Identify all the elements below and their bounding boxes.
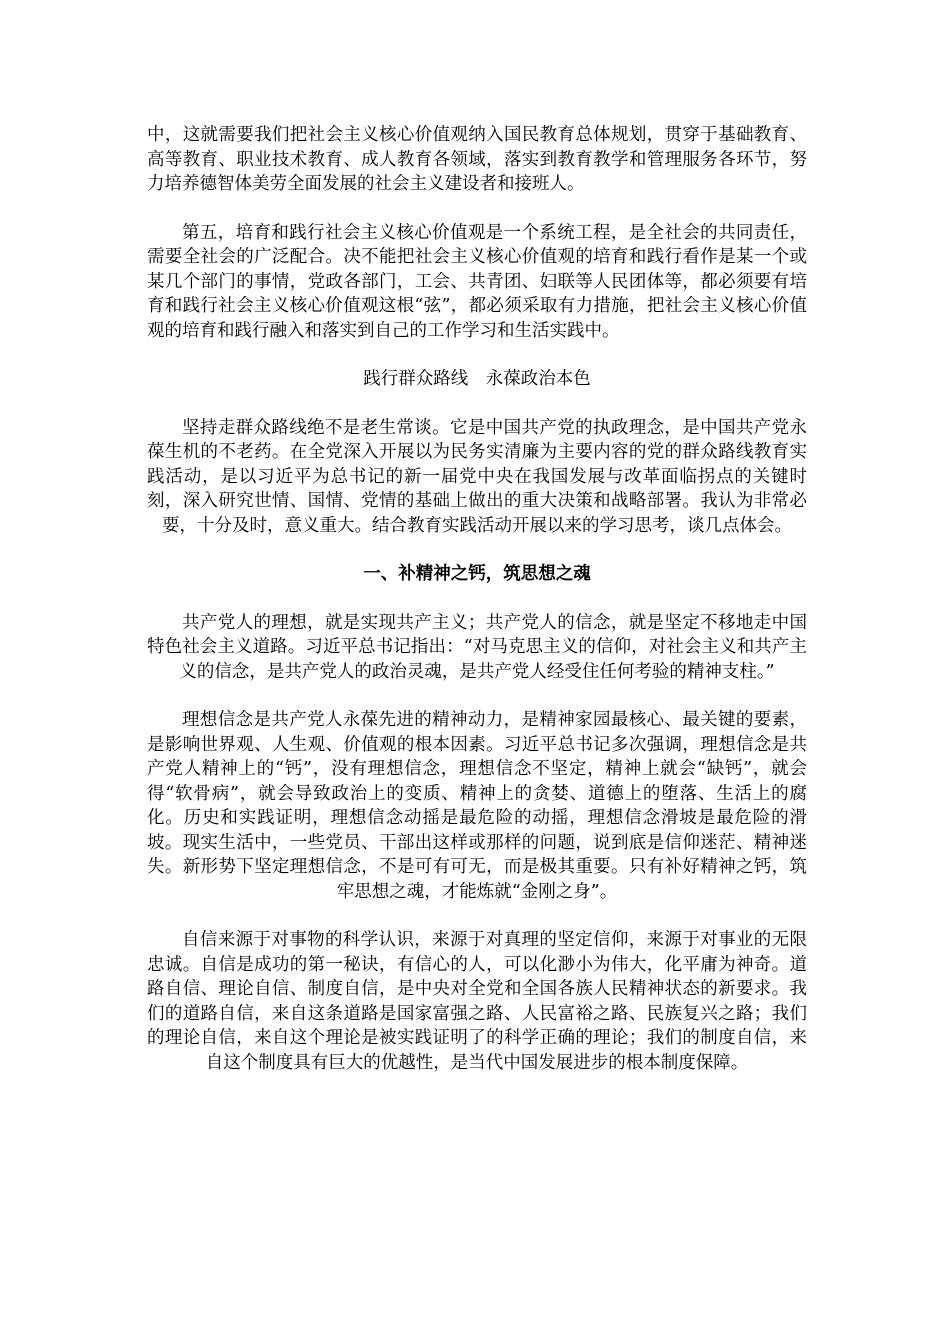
paragraph-continuation: 中，这就需要我们把社会主义核心价值观纳入国民教育总体规划，贯穿于基础教育、高等教育、职业技术教育、成人教育各领域，落实到教育教学和管理服务各环节，努力培养德智体美劳全面发展的社会主义建设者和接班人。 <box>147 125 807 194</box>
document-page <box>147 123 807 1099</box>
section-heading-1: 一、补精神之钙，筑思想之魂 <box>363 564 591 584</box>
paragraph-fifth-point: 第五，培育和践行社会主义核心价值观是一个系统工程，是全社会的共同责任，需要全社会的广泛配合。决不能把社会主义核心价值观的培育和践行看作是某一个或某几个部门的事情，党政各部门，工会、共青团、妇联等人民团体等，都必须要有培育和践行社会主义核心价值观这根“弦”，都必须采取有力措施，把社会主义核心价值观的培育和践行融入和落实到自己的工作学习和生活实践中。 <box>147 222 807 341</box>
paragraph-ideals: 共产党人的理想，就是实现共产主义；共产党人的信念，就是坚定不移地走中国特色社会主义道路。习近平总书记指出：“对马克思主义的信仰，对社会主义和共产主义的信念，是共产党人的政治灵魂，是共产党人经受住任何考验的精神支柱。” <box>147 612 807 682</box>
article-title: 践行群众路线 永葆政治本色 <box>363 369 591 389</box>
paragraph-confidence: 自信来源于对事物的科学认识，来源于对真理的坚定信仰，来源于对事业的无限忠诚。自信是成功的第一秘诀，有信心的人，可以化渺小为伟大，化平庸为神奇。道路自信、理论自信、制度自信，是中央对全党和全国各族人民精神状态的新要求。我们的道路自信，来自这条道路是国家富强之路、人民富裕之路、民族复兴之路；我们的理论自信，来自这个理论是被实践证明了的科学正确的理论；我们的制度自信，来自这个制度具有巨大的优越性，是当代中国发展进步的根本制度保障。 <box>147 930 807 1073</box>
paragraph-intro: 坚持走群众路线绝不是老生常谈。它是中国共产党的执政理念，是中国共产党永葆生机的不老药。在全党深入开展以为民务实清廉为主要内容的党的群众路线教育实践活动，是以习近平为总书记的新一届党中央在我国发展与改革面临拐点的关键时刻，深入研究世情、国情、党情的基础上做出的重大决策和战略部署。我认为非常必要，十分及时，意义重大。结合教育实践活动开展以来的学习思考，谈几点体会。 <box>147 417 807 536</box>
paragraph-beliefs: 理想信念是共产党人永葆先进的精神动力，是精神家园最核心、最关键的要素，是影响世界观、人生观、价值观的根本因素。习近平总书记多次强调，理想信念是共产党人精神上的“钙”，没有理想信念，理想信念不坚定，精神上就会“缺钙”，就会得“软骨病”，就会导致政治上的变质、精神上的贪婪、道德上的堕落、生活上的腐化。历史和实践证明，理想信念动摇是最危险的动摇，理想信念滑坡是最危险的滑坡。现实生活中，一些党员、干部出这样或那样的问题，说到底是信仰迷茫、精神迷失。新形势下坚定理想信念，不是可有可无，而是极其重要。只有补好精神之钙，筑牢思想之魂，才能炼就“金刚之身”。 <box>147 710 807 902</box>
